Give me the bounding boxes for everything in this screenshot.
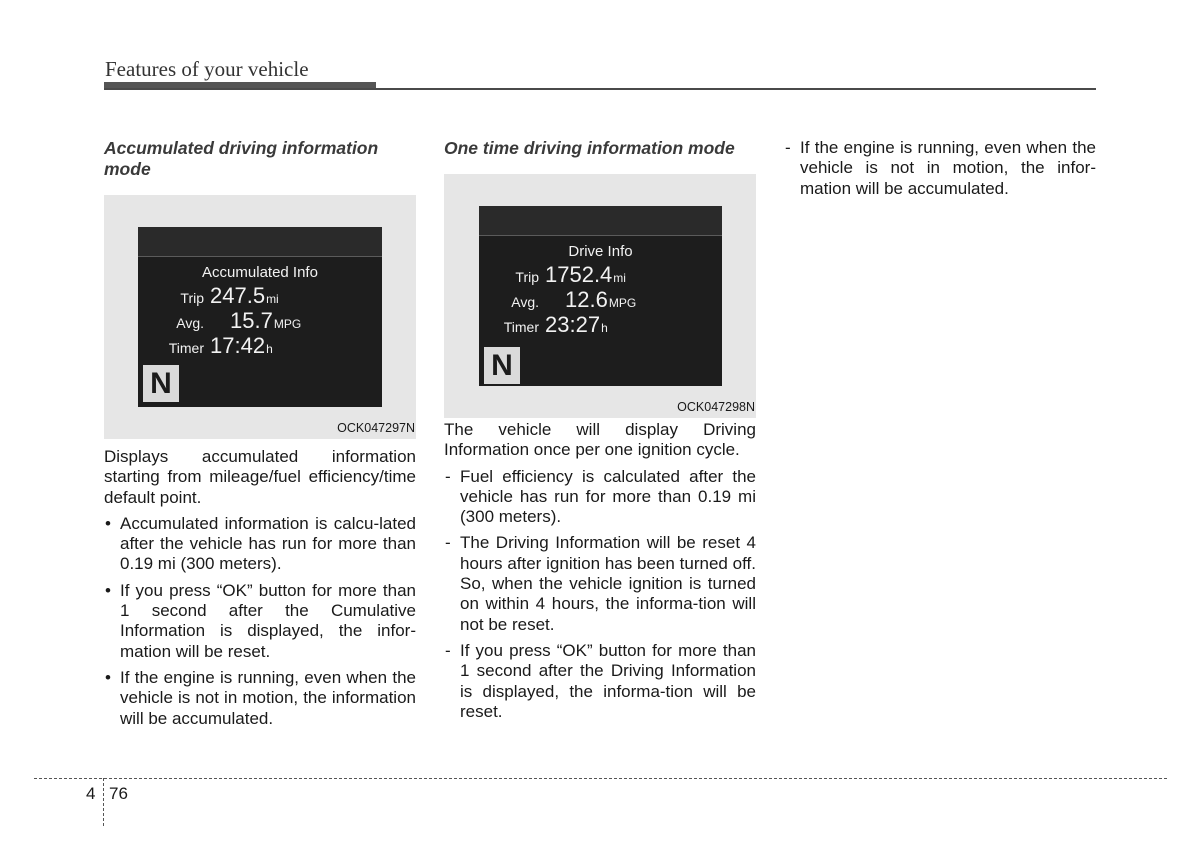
row-label: Timer bbox=[503, 319, 539, 335]
page-header-title: Features of your vehicle bbox=[105, 57, 309, 81]
dash-mark: - bbox=[445, 533, 451, 553]
row-unit: h bbox=[601, 321, 608, 335]
row-value: 12.6 bbox=[565, 287, 608, 312]
chapter-number: 4 bbox=[86, 784, 96, 803]
row-value: 17:42 bbox=[210, 333, 266, 358]
column-continued bbox=[784, 138, 1096, 199]
body-text: Displays accumulated information starting from mileage/fuel efficiency/time default point. bbox=[104, 447, 416, 507]
row-value: 247.5 bbox=[210, 283, 266, 308]
display-row-timer bbox=[499, 312, 608, 338]
list-item: • If the engine is running, even when the vehicle is not in motion, the information will be accumulated. bbox=[105, 667, 416, 728]
list-item: - If the engine is running, even when the vehicle is not in motion, the infor-mation will be accumulated. bbox=[785, 138, 1096, 198]
bullet-mark: • bbox=[105, 513, 111, 533]
row-label: Avg. bbox=[511, 294, 539, 310]
display-row-timer bbox=[158, 333, 273, 359]
row-value: 15.7 bbox=[230, 308, 273, 333]
row-label: Trip bbox=[180, 290, 204, 306]
row-unit: MPG bbox=[608, 296, 637, 310]
display-row-avg bbox=[158, 308, 302, 334]
body-text: The vehicle will display Driving Information once per one ignition cycle. bbox=[444, 420, 756, 460]
bullet-mark: • bbox=[105, 580, 111, 600]
figure-drive-info bbox=[444, 174, 756, 418]
dash-list bbox=[784, 138, 1096, 199]
cluster-display bbox=[479, 206, 722, 386]
section-heading-accumulated: Accumulated driving information mode bbox=[104, 138, 379, 179]
display-row-trip bbox=[158, 283, 279, 309]
list-item: - Fuel efficiency is calculated after the vehicle has run for more than 0.19 mi (300 meters). bbox=[445, 466, 756, 527]
row-unit: mi bbox=[266, 292, 279, 306]
row-value: 1752.4 bbox=[545, 262, 613, 287]
row-unit: MPG bbox=[273, 317, 302, 331]
row-unit: mi bbox=[613, 271, 626, 285]
gear-indicator: N bbox=[484, 347, 520, 384]
display-row-avg bbox=[499, 287, 637, 313]
column-accumulated bbox=[104, 138, 416, 729]
dash-mark: - bbox=[445, 640, 451, 660]
bullet-mark: • bbox=[105, 667, 111, 687]
page-number: 76 bbox=[109, 784, 128, 803]
dash-list bbox=[444, 467, 756, 723]
row-label: Timer bbox=[168, 340, 204, 356]
header-rule bbox=[104, 88, 1096, 90]
gear-indicator: N bbox=[143, 365, 179, 402]
figure-accumulated-info bbox=[104, 195, 416, 439]
column-one-time bbox=[444, 138, 756, 722]
row-label: Avg. bbox=[176, 315, 204, 331]
display-top-bar bbox=[479, 206, 722, 236]
display-title: Accumulated Info bbox=[202, 264, 318, 281]
section-heading-one-time: One time driving information mode bbox=[444, 138, 735, 158]
row-value: 23:27 bbox=[545, 312, 601, 337]
row-label: Trip bbox=[515, 269, 539, 285]
display-row-trip bbox=[499, 262, 626, 288]
footer-divider bbox=[103, 778, 104, 826]
list-item: • Accumulated information is calcu-lated after the vehicle has run for more than 0.19 mi (300 meters). bbox=[105, 513, 416, 574]
list-item: • If you press “OK” button for more than 1 second after the Cumulative Information is displayed, the infor-mation will be reset. bbox=[105, 580, 416, 661]
list-item: - If you press “OK” button for more than 1 second after the Driving Information is displayed, the informa-tion will be reset. bbox=[445, 640, 756, 721]
cluster-display bbox=[138, 227, 382, 407]
list-item: - The Driving Information will be reset 4 hours after ignition has been turned off. So, when the vehicle ignition is turned on within 4 hours, the informa-tion will not be reset. bbox=[445, 533, 756, 634]
row-unit: h bbox=[266, 342, 273, 356]
footer-rule bbox=[34, 778, 1167, 779]
display-title: Drive Info bbox=[568, 243, 633, 260]
display-top-bar bbox=[138, 227, 382, 257]
figure-code: OCK047297N bbox=[337, 420, 415, 435]
dash-mark: - bbox=[445, 466, 451, 486]
bullet-list bbox=[104, 514, 416, 729]
figure-code: OCK047298N bbox=[677, 399, 755, 414]
dash-mark: - bbox=[785, 138, 791, 157]
